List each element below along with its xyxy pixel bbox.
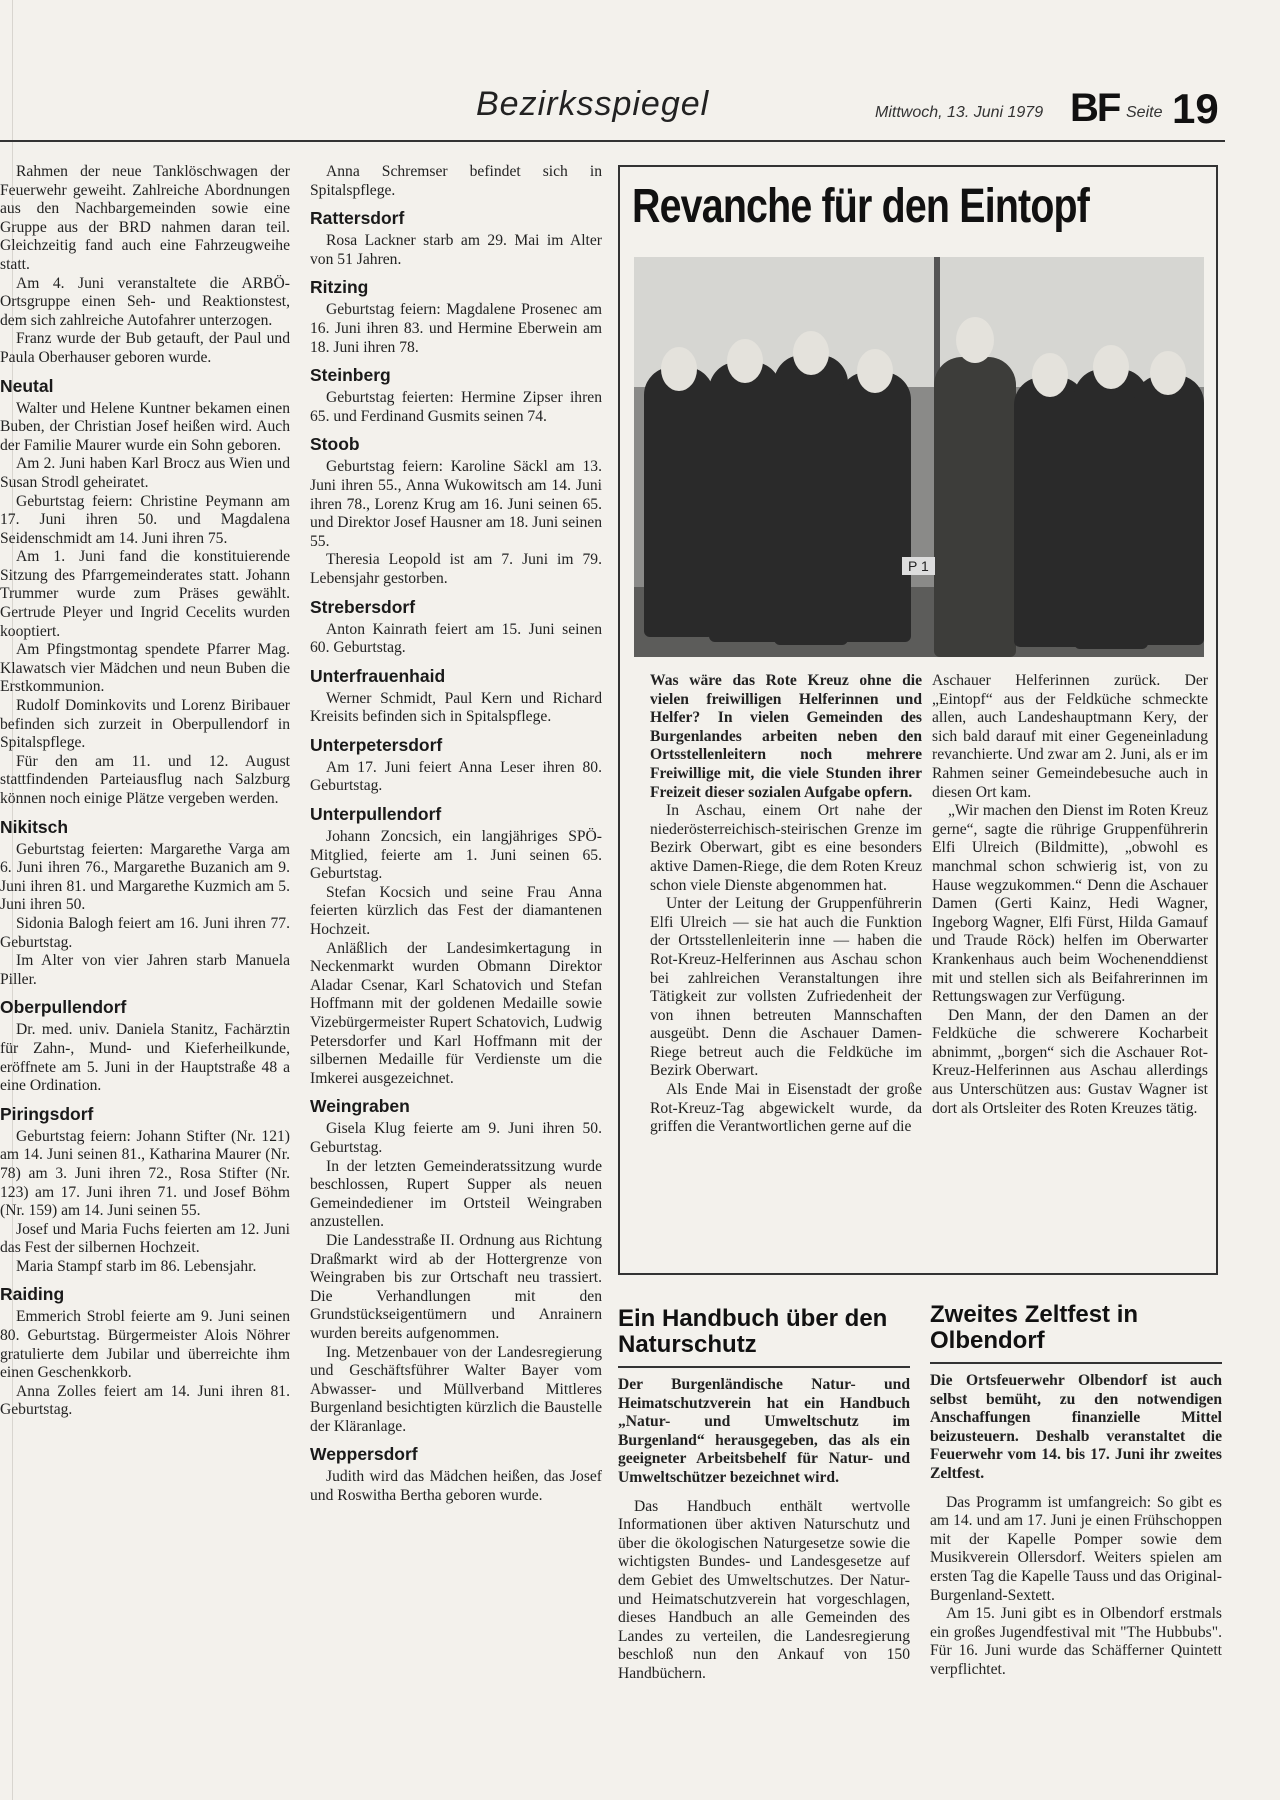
- photo-face: [1093, 345, 1129, 389]
- place-heading-nikitsch: Nikitsch: [0, 816, 69, 837]
- article-lead: Die Ortsfeuerwehr Olbendorf ist auch selbst bemüht, zu den notwendigen Anschaffungen finanzielle Mittel beizusteuern. Deshalb veranstaltet die Feuerwehr vom 14. bis 17. Juni ihr zweites Zeltfest.: [930, 1372, 1222, 1482]
- place-heading-oberpullendorf: Oberpullendorf: [0, 997, 127, 1018]
- photo-person: [934, 357, 1016, 657]
- place-heading-raiding: Raiding: [0, 1284, 65, 1305]
- paragraph: Am 1. Juni fand die konstituierende Sitzung des Pfarrgemeinderates statt. Johann Trummer wurde zum Präses gewählt. Gertrude Pleyer und Ingrid Cecelits wurden kooptiert.: [0, 548, 290, 640]
- photo-person: [774, 355, 848, 645]
- paragraph: Für den am 11. und 12. August stattfindenden Parteiausflug nach Salzburg können noch einige Plätze vergeben werden.: [0, 752, 290, 807]
- paragraph: Am 4. Juni veranstaltete die ARBÖ-Ortsgruppe einen Seh- und Reaktionstest, dem sich zahlreiche Autofahrer unterzogen.: [0, 274, 290, 329]
- paragraph: Als Ende Mai in Eisenstadt der große Rot-Kreuz-Tag abgewickelt wurde, da griffen die Verantwortlichen gerne auf die: [650, 1081, 922, 1136]
- photo-face: [857, 349, 893, 393]
- paragraph: Geburtstag feiern: Karoline Säckl am 13. Juni ihren 55., Anna Wukowitsch am 14. Juni ihren 78., Lorenz Krug am 16. Juni seinen 65. und Direktor Josef Hausner am 18. Juni seinen 55.: [310, 458, 602, 550]
- paragraph: Am 15. Juni gibt es in Olbendorf erstmals ein großes Jugendfestival mit "The Hubbubs". Für 16. Juni wurde das Schäfferner Quintett verpflichtet.: [930, 1605, 1222, 1678]
- place-heading-piringsdorf: Piringsdorf: [0, 1103, 94, 1124]
- page-number: 19: [1172, 85, 1219, 132]
- place-heading-weingraben: Weingraben: [310, 1096, 410, 1117]
- page-header: [0, 85, 1225, 142]
- issue-date: Mittwoch, 13. Juni 1979: [875, 104, 1044, 121]
- paragraph: Am Pfingstmontag spendete Pfarrer Mag. Klawatsch vier Mädchen und neun Buben die Erstkommunion.: [0, 641, 290, 696]
- photo-person: [709, 362, 781, 642]
- photo-face: [956, 317, 994, 363]
- paragraph: Maria Stampf starb im 86. Lebensjahr.: [16, 1257, 257, 1275]
- feature-headline: Revanche für den Eintopf: [632, 180, 1090, 233]
- photo-face: [1150, 351, 1186, 395]
- photo-face: [661, 347, 697, 391]
- column-2: [310, 163, 602, 1506]
- photo-face: [793, 331, 829, 375]
- paragraph: Geburtstag feierten: Margarethe Varga am 6. Juni ihren 76., Margarethe Buzanich am 9. Juni ihren 81. und Margarethe Kuzmich am 5. Juni ihren 50.: [0, 840, 290, 914]
- paragraph: Judith wird das Mädchen heißen, das Josef und Roswitha Bertha geboren wurde.: [310, 1468, 602, 1505]
- paragraph: Unter der Leitung der Gruppenführerin Elfi Ulreich — sie hat auch die Funktion der Ortsstellenleiterin inne — haben die Rot-Kreuz-Helferinnen aus Aschau schon bei zahlreichen Veranstaltungen ihre Tätigkeit zur vollsten Zufriedenheit der von ihnen betreuten Mannschaften ausgeübt. Denn die Aschauer Damen-Riege betreut auch die Feldküche im Bezirk Oberwart.: [650, 895, 922, 1080]
- headline-rule: [618, 1366, 910, 1368]
- newspaper-logo: BF: [1070, 86, 1120, 130]
- paragraph: Sidonia Balogh feiert am 16. Juni ihren 77. Geburtstag.: [0, 914, 290, 951]
- paragraph: Anläßlich der Landesimkertagung in Neckenmarkt wurden Obmann Direktor Aladar Csenar, Karl Schatovich und Stefan Hoffmann mit der goldenen Medaille sowie Vizebürgermeister Rupert Schatovich, Ludwig Petersdorfer und Karl Hoffmann mit der silbernen Medaille für Verdienste um die Imkerei ausgezeichnet.: [310, 939, 602, 1087]
- paragraph: Ing. Metzenbauer von der Landesregierung und Geschäftsführer Walter Bayer vom Abwasser- und Müllverband Mittleres Burgenland besichtigten kürzlich die Baustelle der Kläranlage.: [310, 1343, 602, 1435]
- paragraph: In der letzten Gemeinderatssitzung wurde beschlossen, Rupert Supper als neuen Gemeindediener im Ortsteil Weingraben anzustellen.: [310, 1157, 602, 1231]
- paragraph: Anton Kainrath feiert am 15. Juni seinen 60. Geburtstag.: [310, 620, 602, 657]
- paragraph: Rahmen der neue Tanklöschwagen der Feuerwehr geweiht. Zahlreiche Abordnungen aus den Nachbargemeinden sowie eine Gruppe aus der BRD nahmen daran teil. Gleichzeitig fand auch eine Fahrzeugweihe statt.: [0, 163, 290, 273]
- column-1: [0, 163, 290, 1420]
- paragraph: Walter und Helene Kuntner bekamen einen Buben, der Christian Josef heißen wird. Auch der Familie Maurer wurde ein Sohn geboren.: [0, 399, 290, 454]
- paragraph: Den Mann, der den Damen an der Feldküche die schwerere Kocharbeit abnimmt, „borgen“ sich die Aschauer Rot-Kreuz-Helferinnen aus Aschau allerdings aus Unterschützen aus: Gustav Wagner ist dort als Ortsleiter des Roten Kreuzes tätig.: [932, 1006, 1208, 1117]
- photo-face: [727, 339, 763, 383]
- paragraph: Geburtstag feiern: Magdalene Prosenec am 16. Juni ihren 83. und Hermine Eberwein am 18. Juni ihren 78.: [310, 301, 602, 356]
- paragraph: Anna Schremser befindet sich in Spitalspflege.: [310, 163, 602, 199]
- article-handbuch: [618, 1306, 910, 1684]
- photo-person: [644, 367, 714, 637]
- article-zeltfest: [930, 1302, 1222, 1680]
- paragraph: Josef und Maria Fuchs feierten am 12. Juni das Fest der silbernen Hochzeit.: [0, 1220, 290, 1257]
- photo-face: [1032, 353, 1068, 397]
- paragraph: Rosa Lackner starb am 29. Mai im Alter von 51 Jahren.: [310, 232, 602, 268]
- article-headline: Ein Handbuch über den Naturschutz: [618, 1305, 888, 1358]
- place-heading-unterpetersdorf: Unterpetersdorf: [310, 734, 443, 755]
- paragraph: Das Programm ist umfangreich: So gibt es am 14. und am 17. Juni je einen Frühschoppen mit der Kapelle Pomper sowie dem Musikverein Ollersdorf. Weiters spielen am ersten Tag die Kapelle Tauss und das Original-Burgenland-Sextett.: [930, 1493, 1222, 1604]
- photo-license-plate: P 1: [902, 557, 935, 575]
- paragraph: Geburtstag feiern: Christine Peymann am 17. Juni ihren 50. und Magdalena Seidenschmidt am 14. Juni ihren 75.: [0, 492, 290, 547]
- feature-lead: Was wäre das Rote Kreuz ohne die vielen freiwilligen Helferinnen und Helfer? In vielen Gemeinden des Burgenlandes arbeiten neben den Ortsstellenleitern noch mehrere Freiwillige mit, die viele Stunden ihrer Freizeit dieser sozialen Aufgabe opfern.: [650, 672, 922, 801]
- paragraph: „Wir machen den Dienst im Roten Kreuz gerne“, sagte die rührige Gruppenführerin Elfi Ulreich (Bildmitte), „obwohl es manchmal schon schwierig ist, von zu Hause wegzukommen.“ Denn die Aschauer Damen (Gerti Kainz, Hedi Wagner, Ingeborg Wagner, Elfi Fürst, Hilda Gamauf und Traude Röck) helfen im Oberwarter Krankenhaus auch beim Wochenenddienst mit und stellen sich als Beifahrerinnen im Rettungswagen zur Verfügung.: [932, 802, 1208, 1006]
- place-heading-unterfrauenhaid: Unterfrauenhaid: [310, 665, 446, 686]
- paragraph: Die Landesstraße II. Ordnung aus Richtung Draßmarkt wird ab der Hottergrenze von Weingraben bis zur Ortschaft neu trassiert. Die Verhandlungen mit den Grundstückseigentümern und Anrainern wurden bereits aufgenommen.: [310, 1231, 602, 1342]
- group-photo: [634, 257, 1204, 657]
- place-heading-steinberg: Steinberg: [310, 365, 391, 386]
- place-heading-rattersdorf: Rattersdorf: [310, 208, 405, 229]
- paragraph: Werner Schmidt, Paul Kern und Richard Kreisits befinden sich in Spitalspflege.: [310, 689, 602, 726]
- paragraph: Geburtstag feierten: Hermine Zipser ihren 65. und Ferdinand Gusmits seinen 74.: [310, 389, 602, 425]
- paragraph: Das Handbuch enthält wertvolle Informationen über aktiven Naturschutz und über die ökologischen Naturgesetze sowie die wichtigsten Bundes- und Landesgesetze auf dem Gebiet des Umweltschutzes. Der Natur- und Heimatschutzverein hat vorgeschlagen, dieses Handbuch an alle Gemeinden des Landes zu verteilen, die Landesregierung beschloß nun den Ankauf von 150 Handbüchern.: [618, 1497, 910, 1682]
- place-heading-stoob: Stoob: [310, 434, 360, 455]
- paragraph: Aschauer Helferinnen zurück. Der „Eintopf“ aus der Feldküche schmeckte allen, auch Landeshauptmann Kery, der sich bald darauf mit einer Gegeneinladung revanchierte. Und zwar am 2. Juni, als er im Rahmen seiner Gemeindebesuche auch in diesen Ort kam.: [932, 672, 1208, 801]
- place-heading-weppersdorf: Weppersdorf: [310, 1444, 418, 1465]
- paragraph: Stefan Kocsich und seine Frau Anna feierten kürzlich das Fest der diamantenen Hochzeit.: [310, 883, 602, 939]
- paragraph: Dr. med. univ. Daniela Stanitz, Fachärztin für Zahn-, Mund- und Kieferheilkunde, eröffnete am 5. Juni in der Hauptstraße 48 a eine Ordination.: [0, 1021, 290, 1095]
- paragraph: In Aschau, einem Ort nahe der niederösterreichisch-steirischen Grenze im Bezirk Oberwart, gibt es eine besonders aktive Damen-Riege, die dem Roten Kreuz schon viele Dienste abgenommen hat.: [650, 802, 922, 894]
- photo-person: [1134, 375, 1204, 645]
- paragraph: Anna Zolles feiert am 14. Juni ihren 81. Geburtstag.: [0, 1382, 290, 1419]
- place-heading-neutal: Neutal: [0, 375, 54, 396]
- paragraph: Am 2. Juni haben Karl Brocz aus Wien und Susan Strodl geheiratet.: [0, 455, 290, 491]
- paragraph: Gisela Klug feierte am 9. Juni ihren 50. Geburtstag.: [310, 1120, 602, 1156]
- paragraph: Theresia Leopold ist am 7. Juni im 79. Lebensjahr gestorben.: [310, 551, 602, 587]
- photo-person: [839, 372, 911, 642]
- paragraph: Johann Zoncsich, ein langjähriges SPÖ-Mitglied, feierte am 1. Juni seinen 65. Geburtstag.: [310, 828, 602, 883]
- page-label: Seite: [1126, 104, 1163, 121]
- headline-rule: [930, 1362, 1222, 1364]
- paragraph: Rudolf Dominkovits und Lorenz Biribauer befinden sich zurzeit in Oberpullendorf in Spitalspflege.: [0, 697, 290, 752]
- feature-column-2: [932, 672, 1208, 1118]
- paragraph: Franz wurde der Bub getauft, der Paul und Paula Oberhauser geboren wurde.: [0, 330, 290, 366]
- place-heading-ritzing: Ritzing: [310, 277, 369, 298]
- paragraph: Am 17. Juni feiert Anna Leser ihren 80. Geburtstag.: [310, 758, 602, 795]
- article-headline: Zweites Zeltfest in Olbendorf: [930, 1301, 1139, 1354]
- section-title: Bezirksspiegel: [476, 85, 710, 123]
- paragraph: Geburtstag feiern: Johann Stifter (Nr. 121) am 14. Juni seinen 81., Katharina Maurer (Nr. 78) am 3. Juni ihren 72., Rosa Stifter (Nr. 123) am 17. Juni ihren 71. und Josef Böhm (Nr. 159) am 14. Juni seinen 55.: [0, 1127, 290, 1220]
- paragraph: Emmerich Strobl feierte am 9. Juni seinen 80. Geburtstag. Bürgermeister Alois Nöhrer gratulierte dem Jubilar und überreichte ihm einen Geschenkkorb.: [0, 1308, 290, 1382]
- place-heading-unterpullendorf: Unterpullendorf: [310, 804, 442, 825]
- paragraph: Im Alter von vier Jahren starb Manuela Piller.: [0, 952, 290, 988]
- article-lead: Der Burgenländische Natur- und Heimatschutzverein hat ein Handbuch „Natur- und Umweltschutz im Burgenland“ herausgegeben, das als ein geeigneter Arbeitsbehelf für Natur- und Umweltschützer bezeichnet wird.: [618, 1376, 910, 1486]
- feature-column-1: [650, 672, 922, 1137]
- place-heading-strebersdorf: Strebersdorf: [310, 596, 416, 617]
